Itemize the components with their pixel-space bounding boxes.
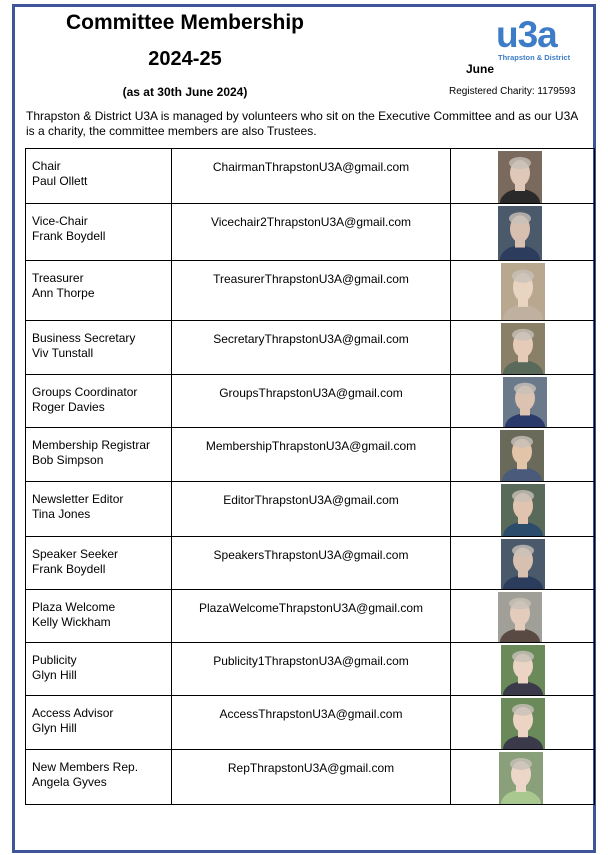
member-row [26,590,595,643]
photo-cell [451,643,595,696]
role-cell [26,643,172,696]
member-row [26,750,595,805]
member-photo [501,539,545,589]
email-cell [172,149,451,204]
member-row [26,428,595,482]
photo-cell [451,261,595,321]
member-email-link[interactable]: ChairmanThrapstonU3A@gmail.com [212,160,410,174]
member-name: Ann Thorpe [32,286,95,300]
member-email-link[interactable]: GroupsThrapstonU3A@gmail.com [219,386,403,400]
charity-number: Registered Charity: 1179593 [449,86,576,97]
member-row [26,643,595,696]
role-cell [26,375,172,428]
member-name: Roger Davies [32,400,105,414]
member-photo [498,206,542,260]
role-cell [26,428,172,482]
role-cell [26,482,172,537]
member-email-link[interactable]: RepThrapstonU3A@gmail.com [227,761,395,775]
member-role: Membership Registrar [32,438,151,452]
photo-cell [451,375,595,428]
member-role: Vice-Chair [32,214,88,228]
email-cell [172,204,451,261]
member-row [26,204,595,261]
member-email-link[interactable]: SpeakersThrapstonU3A@gmail.com [213,548,409,562]
photo-cell [451,696,595,750]
photo-cell [451,590,595,643]
role-cell [26,590,172,643]
role-cell [26,537,172,590]
member-email-link[interactable]: MembershipThrapstonU3A@gmail.com [205,439,417,453]
photo-cell [451,537,595,590]
email-cell [172,321,451,375]
member-photo [499,752,543,804]
member-name: Glyn Hill [32,721,77,735]
member-row [26,149,595,204]
title-block [50,8,320,99]
member-name: Angela Gyves [32,775,107,789]
member-name: Tina Jones [32,507,91,521]
member-role: Newsletter Editor [32,492,124,506]
logo-subtitle: Thrapston & District [498,53,571,62]
u3a-logo [496,14,606,62]
member-email-link[interactable]: TreasurerThrapstonU3A@gmail.com [213,272,409,286]
member-row [26,537,595,590]
email-cell [172,696,451,750]
role-cell [26,149,172,204]
role-cell [26,204,172,261]
member-photo [501,263,545,320]
member-photo [498,592,542,642]
member-email-link[interactable]: EditorThrapstonU3A@gmail.com [223,493,399,507]
member-photo [500,430,544,481]
as-at-date: (as at 30th June 2024) [122,85,248,99]
member-role: Publicity [32,653,77,667]
member-photo [503,377,547,427]
email-cell [172,375,451,428]
member-role: Speaker Seeker [32,547,119,561]
email-cell [172,428,451,482]
member-photo [501,484,545,536]
member-row [26,696,595,750]
member-email-link[interactable]: Vicechair2ThrapstonU3A@gmail.com [210,215,412,229]
member-photo [501,698,545,749]
member-name: Frank Boydell [32,229,106,243]
page-title: Committee Membership [65,11,305,34]
member-role: Access Advisor [32,706,114,720]
member-row [26,375,595,428]
member-photo [501,323,545,374]
member-role: Business Secretary [32,331,136,345]
member-photo [498,151,542,203]
role-cell [26,750,172,805]
member-name: Bob Simpson [32,453,104,467]
intro-paragraph: Thrapston & District U3A is managed by volunteers who sit on the Executive Committee and as our U3A is a charity, the committee members are also Trustees. [26,109,578,138]
photo-cell [451,428,595,482]
member-name: Glyn Hill [32,668,77,682]
member-email-link[interactable]: AccessThrapstonU3A@gmail.com [219,707,403,721]
member-row [26,321,595,375]
email-cell [172,261,451,321]
email-cell [172,482,451,537]
photo-cell [451,149,595,204]
member-name: Viv Tunstall [32,346,94,360]
email-cell [172,750,451,805]
member-name: Frank Boydell [32,562,106,576]
email-cell [172,643,451,696]
month-label: June [466,62,495,76]
logo-mark: u3a [496,14,557,55]
email-cell [172,537,451,590]
member-role: Chair [32,159,61,173]
committee-table [25,148,595,805]
member-email-link[interactable]: PlazaWelcomeThrapstonU3A@gmail.com [198,601,424,615]
role-cell [26,261,172,321]
member-role: Groups Coordinator [32,385,138,399]
photo-cell [451,482,595,537]
member-role: Treasurer [32,271,84,285]
member-row [26,261,595,321]
member-role: Plaza Welcome [32,600,116,614]
email-cell [172,590,451,643]
member-email-link[interactable]: Publicity1ThrapstonU3A@gmail.com [213,654,409,668]
member-name: Kelly Wickham [32,615,111,629]
role-cell [26,321,172,375]
member-name: Paul Ollett [32,174,88,188]
member-photo [501,645,545,695]
member-email-link[interactable]: SecretaryThrapstonU3A@gmail.com [213,332,409,346]
photo-cell [451,750,595,805]
member-role: New Members Rep. [32,760,139,774]
page-year: 2024-25 [148,48,222,70]
photo-cell [451,321,595,375]
role-cell [26,696,172,750]
member-row [26,482,595,537]
photo-cell [451,204,595,261]
